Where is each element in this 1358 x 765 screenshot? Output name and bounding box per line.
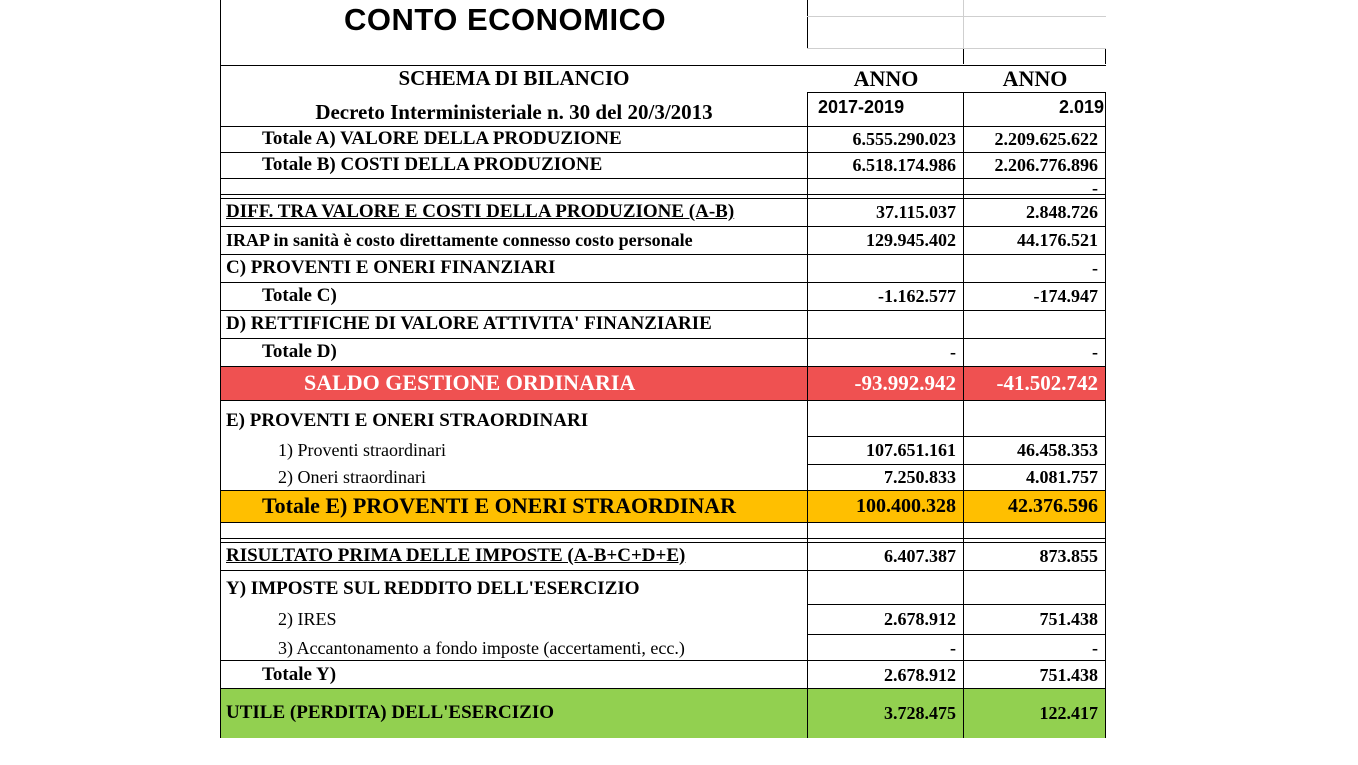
row-label-totale-y: Totale Y) [262,664,337,685]
row-label-accantonamento: 3) Accantonamento a fondo imposte (accertamenti, ecc.) [278,637,685,658]
row-value-risultato-1: 6.407.387 [884,545,956,566]
grid-line [963,0,964,48]
grid-line [807,464,1106,465]
grid-line [963,92,964,738]
row-value-utile-2: 122.417 [1039,702,1098,723]
row-value-totale-a-2: 2.209.625.622 [994,128,1098,149]
grid-line [220,660,1106,661]
row-value-totale-e-2: 42.376.596 [1008,494,1098,517]
row-label-e2: 2) Oneri straordinari [278,466,426,487]
grid-line [807,634,1106,635]
row-value-totale-d-1: - [950,341,956,362]
anno-label-1: ANNO [853,66,919,91]
row-value-e2-1: 7.250.833 [884,466,956,487]
row-value-totale-y-1: 2.678.912 [884,664,956,685]
grid-line [220,688,1106,689]
row-label-irap: IRAP in sanità è costo direttamente connesso costo personale [226,229,693,250]
grid-line [807,16,1106,17]
grid-line [220,0,221,738]
row-label-diff: DIFF. TRA VALORE E COSTI DELLA PRODUZIONE (A-B) [226,201,735,222]
schema-heading: SCHEMA DI BILANCIO [398,66,630,90]
row-value-diff-2: 2.848.726 [1026,201,1098,222]
row-value-saldo-2: -41.502.742 [996,370,1098,395]
row-value-irap-1: 129.945.402 [866,229,956,250]
row-value-totale-a-1: 6.555.290.023 [852,128,956,149]
grid-line [807,0,808,48]
grid-line [220,542,1106,543]
row-label-y-heading: Y) IMPOSTE SUL REDDITO DELL'ESERCIZIO [226,578,640,599]
grid-line [220,178,1106,179]
row-value-irap-2: 44.176.521 [1017,229,1098,250]
row-value-ires-2: 751.438 [1039,608,1098,629]
row-value-totale-e-1: 100.400.328 [856,494,956,517]
anno-label-2: ANNO [1002,66,1068,91]
grid-line [807,436,1106,437]
grid-line [220,152,1106,153]
grid-line [220,194,1106,195]
grid-line [220,400,1106,401]
row-value-e2-2: 4.081.757 [1026,466,1098,487]
row-value-e1-1: 107.651.161 [866,439,956,460]
row-label-ires: 2) IRES [278,608,337,629]
grid-line [220,282,1106,283]
grid-line [220,522,1106,523]
row-label-totale-a: Totale A) VALORE DELLA PRODUZIONE [262,128,622,149]
row-value-diff-1: 37.115.037 [875,201,956,222]
row-value-e1-2: 46.458.353 [1017,439,1098,460]
grid-line [807,48,1106,49]
row-value-accantonamento-2: - [1092,637,1098,658]
row-label-e1: 1) Proventi straordinari [278,439,446,460]
row-label-totale-c: Totale C) [262,285,337,306]
row-value-totale-y-2: 751.438 [1039,664,1098,685]
anno-value-2: 2.019 [1058,97,1104,117]
decreto-heading: Decreto Interministeriale n. 30 del 20/3/2013 [315,100,713,124]
grid-line [1105,92,1106,738]
row-label-e-heading: E) PROVENTI E ONERI STRAORDINARI [226,410,589,431]
page-title: CONTO ECONOMICO [344,2,667,37]
grid-line [807,92,1106,93]
grid-line [220,366,1106,367]
grid-line [220,570,1106,571]
grid-line [220,310,1106,311]
grid-line [220,198,1106,199]
row-value-totale-c-2: -174.947 [1033,285,1098,306]
row-value-totale-c-1: -1.162.577 [878,285,956,306]
grid-line [220,338,1106,339]
row-label-totale-b: Totale B) COSTI DELLA PRODUZIONE [262,154,603,175]
grid-line [963,48,964,64]
row-label-d-heading: D) RETTIFICHE DI VALORE ATTIVITA' FINANZIARIE [226,313,712,334]
row-value-accantonamento-1: - [950,637,956,658]
row-label-totale-e: Totale E) PROVENTI E ONERI STRAORDINAR [262,493,737,518]
row-value-totale-b-2: 2.206.776.896 [994,154,1098,175]
row-label-saldo: SALDO GESTIONE ORDINARIA [304,370,636,395]
anno-value-1: 2017-2019 [818,97,905,117]
row-value-ires-1: 2.678.912 [884,608,956,629]
row-value-saldo-1: -93.992.942 [854,370,956,395]
row-value-totale-d-2: - [1092,341,1098,362]
grid-line [220,538,1106,539]
row-label-c-heading: C) PROVENTI E ONERI FINANZIARI [226,257,556,278]
row-value-blank-2: - [1092,177,1098,198]
grid-line [220,226,1106,227]
income-statement-table [220,0,1108,738]
row-label-totale-d: Totale D) [262,341,337,362]
grid-line [220,254,1106,255]
grid-line [807,604,1106,605]
row-value-c-heading-2: - [1092,257,1098,278]
grid-line [1105,48,1106,64]
grid-line [220,126,1106,127]
row-value-risultato-2: 873.855 [1039,545,1098,566]
row-label-utile: UTILE (PERDITA) DELL'ESERCIZIO [226,702,555,723]
row-value-totale-b-1: 6.518.174.986 [852,154,956,175]
row-label-risultato: RISULTATO PRIMA DELLE IMPOSTE (A-B+C+D+E) [226,545,686,566]
grid-line [220,490,1106,491]
row-value-utile-1: 3.728.475 [884,702,956,723]
grid-line [807,92,808,738]
grid-line [220,65,1106,66]
